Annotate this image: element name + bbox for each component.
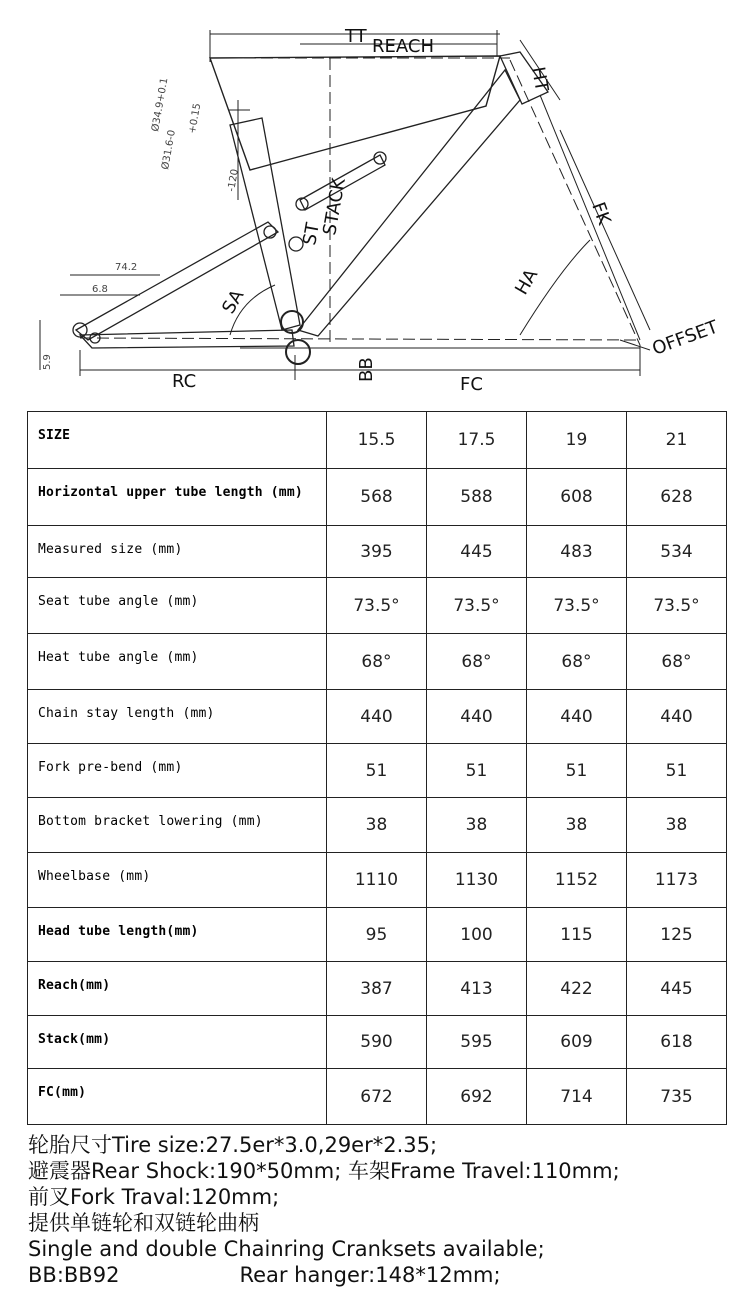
row-label: Head tube length(mm)	[28, 908, 327, 962]
row-value: 445	[627, 962, 727, 1016]
row-value: 595	[427, 1016, 527, 1069]
note-cranks-cn: 提供单链轮和双链轮曲柄	[28, 1211, 259, 1235]
row-value: 422	[527, 962, 627, 1016]
row-value: 38	[327, 798, 427, 853]
row-label: Heat tube angle (mm)	[28, 634, 327, 690]
label-seatpost-1: Ø34.9+0.1	[150, 77, 171, 133]
table-row	[28, 634, 727, 690]
row-label: Fork pre-bend (mm)	[28, 744, 327, 798]
row-value: 714	[527, 1069, 627, 1125]
row-value: 73.5°	[627, 578, 727, 634]
note-bb-hanger	[28, 1262, 743, 1288]
row-value: 445	[427, 526, 527, 578]
header-size-label: SIZE	[28, 412, 327, 469]
row-label: Measured size (mm)	[28, 526, 327, 578]
frame-drawing	[0, 0, 750, 400]
note-bb: BB:BB92	[28, 1263, 120, 1287]
label-fk: FK	[587, 199, 615, 228]
row-value: 38	[427, 798, 527, 853]
row-value: 395	[327, 526, 427, 578]
note-rear-shock: 避震器Rear Shock:190*50mm; 车架Frame Travel:110mm;	[28, 1159, 620, 1183]
row-value: 68°	[527, 634, 627, 690]
label-sa: SA	[218, 286, 249, 318]
label-offset: OFFSET	[649, 316, 721, 360]
label-seatpost-4: -120	[226, 168, 241, 193]
size-cell: 19	[527, 412, 627, 469]
label-ht: HT	[527, 65, 553, 94]
row-value: 588	[427, 469, 527, 526]
row-value: 440	[427, 690, 527, 744]
label-seatpost-2: +0.15	[187, 102, 204, 135]
row-value: 534	[627, 526, 727, 578]
row-value: 38	[627, 798, 727, 853]
row-value: 1110	[327, 853, 427, 908]
label-seatpost-3: Ø31.6-0	[160, 129, 178, 171]
row-value: 387	[327, 962, 427, 1016]
label-rc: RC	[172, 371, 197, 392]
row-label: Horizontal upper tube length (mm)	[28, 469, 327, 526]
size-cell: 17.5	[427, 412, 527, 469]
row-value: 628	[627, 469, 727, 526]
size-cell: 21	[627, 412, 727, 469]
table-header-row	[28, 412, 727, 469]
table-row	[28, 853, 727, 908]
label-ha: HA	[511, 265, 543, 299]
table-row	[28, 1016, 727, 1069]
note-cranks-en: Single and double Chainring Cranksets available;	[28, 1237, 545, 1261]
geometry-table	[27, 411, 727, 1125]
table-row	[28, 798, 727, 853]
row-value: 1130	[427, 853, 527, 908]
table-row	[28, 469, 727, 526]
row-value: 73.5°	[427, 578, 527, 634]
table-row	[28, 1069, 727, 1125]
table-row	[28, 908, 727, 962]
row-value: 51	[427, 744, 527, 798]
label-stack: STACK	[319, 176, 350, 237]
row-value: 483	[527, 526, 627, 578]
row-value: 68°	[427, 634, 527, 690]
row-label: Wheelbase (mm)	[28, 853, 327, 908]
table-row	[28, 578, 727, 634]
row-value: 1173	[627, 853, 727, 908]
row-label: FC(mm)	[28, 1069, 327, 1125]
row-value: 73.5°	[327, 578, 427, 634]
row-value: 608	[527, 469, 627, 526]
row-value: 692	[427, 1069, 527, 1125]
row-label: Stack(mm)	[28, 1016, 327, 1069]
note-tire-size: 轮胎尺寸Tire size:27.5er*3.0,29er*2.35;	[28, 1133, 438, 1157]
row-value: 440	[627, 690, 727, 744]
frame-geometry-diagram	[0, 0, 750, 400]
row-value: 68°	[627, 634, 727, 690]
label-dim-742: 74.2	[115, 262, 138, 273]
label-reach: REACH	[372, 36, 434, 57]
spec-notes	[28, 1132, 743, 1288]
row-value: 125	[627, 908, 727, 962]
size-cell: 15.5	[327, 412, 427, 469]
label-dim-59: 5.9	[42, 354, 53, 370]
row-value: 609	[527, 1016, 627, 1069]
row-value: 51	[327, 744, 427, 798]
row-value: 51	[627, 744, 727, 798]
label-dim-68: 6.8	[92, 284, 108, 295]
row-label: Reach(mm)	[28, 962, 327, 1016]
row-value: 618	[627, 1016, 727, 1069]
row-value: 672	[327, 1069, 427, 1125]
table-row	[28, 526, 727, 578]
row-value: 590	[327, 1016, 427, 1069]
label-fc: FC	[460, 374, 483, 395]
row-value: 38	[527, 798, 627, 853]
row-value: 68°	[327, 634, 427, 690]
row-label: Chain stay length (mm)	[28, 690, 327, 744]
row-value: 115	[527, 908, 627, 962]
note-fork-travel: 前叉Fork Traval:120mm;	[28, 1185, 280, 1209]
row-value: 100	[427, 908, 527, 962]
row-value: 440	[527, 690, 627, 744]
label-st: ST	[299, 221, 324, 247]
table-row	[28, 744, 727, 798]
table-row	[28, 962, 727, 1016]
row-value: 1152	[527, 853, 627, 908]
row-value: 735	[627, 1069, 727, 1125]
row-label: Seat tube angle (mm)	[28, 578, 327, 634]
row-label: Bottom bracket lowering (mm)	[28, 798, 327, 853]
row-value: 440	[327, 690, 427, 744]
note-rear-hanger: Rear hanger:148*12mm;	[239, 1263, 501, 1287]
table-row	[28, 690, 727, 744]
row-value: 51	[527, 744, 627, 798]
row-value: 413	[427, 962, 527, 1016]
row-value: 568	[327, 469, 427, 526]
label-tt: TT	[345, 26, 367, 47]
row-value: 73.5°	[527, 578, 627, 634]
row-value: 95	[327, 908, 427, 962]
label-bb: BB	[356, 357, 377, 382]
